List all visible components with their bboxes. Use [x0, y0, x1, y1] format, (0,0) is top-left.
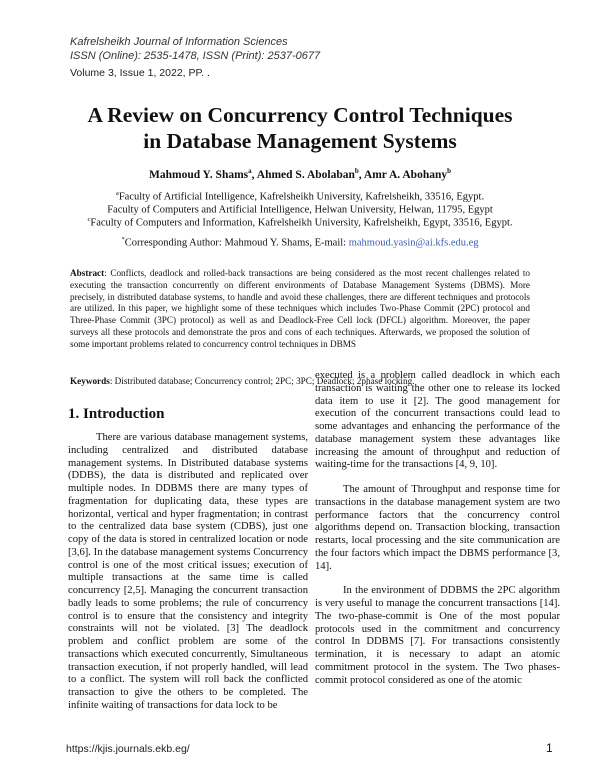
author-name: Ahmed S. Abolaban [256, 168, 355, 181]
abstract [70, 268, 530, 351]
title-line-1: A Review on Concurrency Control Techniques [87, 103, 513, 127]
right-column [315, 370, 560, 742]
left-column [68, 432, 308, 742]
keywords-label: Keywords [70, 376, 110, 386]
paper-title [40, 102, 560, 154]
author-list: Mahmoud Y. Shams$^a$, Ahmed S. Abolaban$^b$, Amr A. Abohany$^b$ [148, 167, 452, 181]
volume-line: Volume 3, Issue 1, 2022, PP. . [70, 67, 210, 79]
page-number: 1 [546, 741, 553, 755]
affiliation-text: Faculty of Computers and Artificial Intelligence, Helwan University, Helwan, 11795, Egypt [107, 204, 493, 216]
paragraph: executed is a problem called deadlock in which each transaction is waiting the other one to release its locked data item to use it [2]. The good management for execution of the concurrent transactions could lead to some advantages and enhancing the performance of the database management system these advantages like increasing the amount of throughput and reduction of waiting-time for the transactions [4, 9, 10]. [315, 370, 560, 471]
affiliation-text: Faculty of Artificial Intelligence, Kafrelsheikh University, Kafrelsheikh, 33516, Egypt. [118, 191, 485, 203]
affiliation-superscript: a [115, 190, 119, 197]
issn-line: ISSN (Online): 2535-1478, ISSN (Print): 2537-0677 [70, 50, 321, 62]
paragraph: There are various database management systems, including centralized and distributed database management systems. In Distributed database systems (DDBS), the data is distributed and replicated over multiple nodes. In DDBMS there are many types of fragmentation for duplicating data, these types are horizontal, vertical and hyper fragmentation; in contrast to the centralized data base system (CDBS), just one copy of the data is stored in centralized location or node [3,6]. In the database management systems Concurrency control is one of the most critical issues; execution of multiple transactions at the same time is called concurrency [2,5]. Managing the concurrent transaction badly leads to some problems; the rule of concurrency control is to ensure that the consistency and integrity constraints will not be violated. [3] The deadlock problem and conflict problem are some of the transactions which executed concurrently, Simultaneous transaction execution, if not properly handled, will lead to a conflict. The system will roll back the conflicted transaction to give the others to be completed. The infinite waiting of transactions for data lock to be [68, 432, 308, 711]
affiliation-superscript: c [87, 216, 91, 223]
affiliation [40, 213, 560, 230]
journal-name: Kafrelsheikh Journal of Information Sciences [70, 36, 288, 48]
author-name: Amr A. Abohany [363, 168, 448, 181]
email-link[interactable]: mahmoud.yasin@ai.kfs.edu.eg [348, 237, 479, 249]
section-heading: 1. Introduction [68, 406, 165, 422]
author-superscript: a [248, 167, 252, 175]
paragraph: In the environment of DDBMS the 2PC algorithm is very useful to manage the concurrent transactions [14]. The two-phase-commit is One of the most popular protocols used in the commitment and concurrency control In DDBMS [7]. For transactions consistently termination, it is necessary to adapt an atomic commitment protocol in the system. The Two phases-commit protocol considered as one of the atomic [315, 585, 560, 686]
abstract-label: Abstract [70, 268, 105, 278]
author-superscript: b [354, 167, 359, 175]
affiliation-text: Faculty of Computers and Information, Kafrelsheikh University, Kafrelsheikh, Egypt, 33516, Egypt. [90, 217, 513, 229]
author-name: Mahmoud Y. Shams [148, 168, 249, 181]
keywords-text: : Distributed database; Concurrency control; 2PC; 3PC; Deadlock; 2phase locking. [109, 376, 415, 386]
corresponding-marker: * [121, 236, 125, 243]
corresponding-text: Corresponding Author: Mahmoud Y. Shams, E-mail: [124, 237, 349, 249]
paragraph: The amount of Throughput and response time for transactions in the database management system are two performance factors that the concurrency control algorithms depend on. Transaction blocking, transaction restarts, local processing and the site communication are the four factors which impact the DBMS performance [3, 14]. [315, 484, 560, 572]
author-superscript: b [447, 167, 452, 175]
abstract-text: : Conflicts, deadlock and rolled-back transactions are being considered as the most recent challenges related to executing the transaction concurrently on different environments of Database Management Systems (DBMS). More precisely, in distributed database systems, to handle and avoid these challenges, there are different techniques and protocols are utilized. In this paper, we highlight some of these techniques which includes Two-Phase Commit (2PC) protocol and Three-Phase Commit (3PC) protocol) as well as and Deadlock-Free Cell lock (DFCL) algorithm. Moreover, the paper surveys all these protocols and demonstrate the pros and cons of each techniques. Afterwards, we proposed the solution of some important problems related to concurrency control techniques in DBMS [70, 268, 530, 349]
title-line-2: in Database Management Systems [143, 129, 457, 153]
footer-url[interactable]: https://kjis.journals.ekb.eg/ [66, 743, 190, 755]
corresponding-author [40, 236, 560, 249]
